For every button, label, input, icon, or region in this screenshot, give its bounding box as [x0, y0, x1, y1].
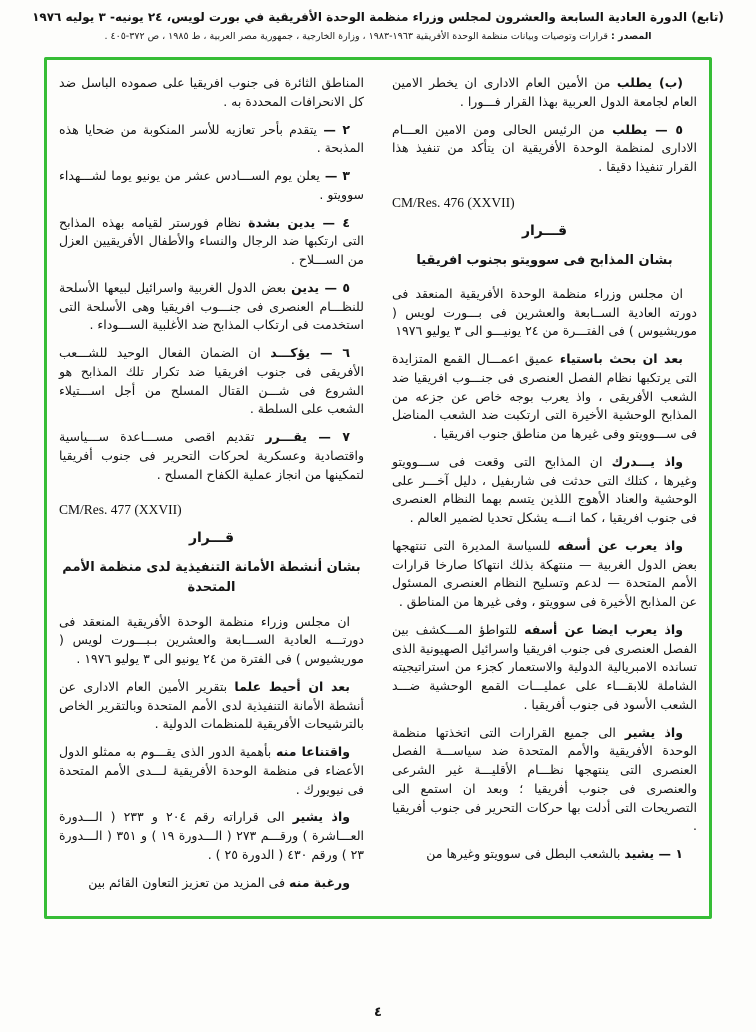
- para-number: ٦ —: [310, 345, 350, 360]
- para-text: الى قراراته رقم ٢٠٤ و ٢٣٣ ( الـــدورة العـــاشرة ) ورقـــم ٢٧٣ ( الـــدورة ١٩ ) و ٣٥١ ( الـــدورة ٢٣ ) ورقم ٤٣٠ ( الدورة ٢٥ ) .: [59, 809, 364, 862]
- resolution-paragraph: [59, 743, 364, 799]
- para-text: من الأمين العام الادارى ان يخطر الامين العام لجامعة الدول العربية بهذا القرار فـــورا .: [392, 75, 697, 109]
- resolution-paragraph: [392, 845, 697, 864]
- para-text: من الرئيس الحالى ومن الامين العـــام الادارى لمنظمة الوحدة الأفريقية ان يتأكد من تنفيذ هذا القرار تنفيذا دقيقا .: [392, 121, 697, 174]
- para-text: ان المذابح التى وقعت فى ســـوويتو وغيرها ، كتلك التى حدثت فى شاربفيل ، دليل آخـــر على الوحشية والعناد الأهوج اللذين يتسم بهما النظام العنصرى فى جنوب افريقيا ، كما انـــه يشكل تحديا لضمير العالم .: [392, 453, 697, 526]
- resolution-paragraph: [392, 121, 697, 177]
- resolution-title: قـــرار: [521, 222, 568, 239]
- para-text: ان مجلس وزراء منظمة الوحدة الأفريقية المنعقد فى دورتـــه العادية الســـابعة والعشرين بـبـــورت لويس ( موريشيوس ) فى الفترة من ٢٤ يونيو الى ٣ يوليو ١٩٧٦ .: [59, 613, 364, 667]
- para-lead: ورغبة منه: [289, 874, 350, 890]
- resolution-paragraph: [59, 74, 364, 112]
- para-number: ١ —: [654, 846, 683, 862]
- para-text: المناطق الثائرة فى جنوب افريقيا على صموده الباسل ضد كل الانحرافات المحددة به .: [59, 75, 364, 109]
- resolution-paragraph: [392, 537, 697, 612]
- para-text: ان الضمان الفعال الوحيد للشـــعب الأفريقى فى جنوب افريقيا ضد تكرار تلك المذابح هو الشروع فى شـــن القتال المسلح من أجل اســـتيلاء الشعب على السلطة .: [59, 345, 364, 417]
- para-lead: يطلب: [616, 75, 653, 90]
- para-number: ٥ —: [319, 279, 350, 295]
- para-lead: بعد ان بحث باستياء: [559, 351, 683, 367]
- para-text: الى جميع القرارات التى اتخذتها منظمة الوحدة الأفريقية والأمم المتحدة ضد سياســـة الفصل العنصرى التى ينتهجها نظـــام الأقليـــة غير الشرعى والعنصرى فى جنوب أفريقيا ؛ وبعد ان استمع الى التصريحات التى أدلت بها حركات التحرير فى جنوب أفريقيا .: [392, 724, 697, 834]
- para-lead: يؤكـــد: [270, 345, 311, 360]
- para-lead: واذ يشير: [624, 724, 683, 740]
- para-lead: يطلب: [612, 121, 648, 137]
- para-lead: يشيد: [624, 846, 655, 862]
- para-lead: يدين بشدة: [248, 214, 316, 230]
- para-lead: يقـــرر: [265, 429, 307, 444]
- resolution-paragraph: [59, 678, 364, 734]
- resolution-paragraph: [392, 74, 697, 112]
- two-column-layout: [59, 74, 697, 908]
- resolution-paragraph: [392, 453, 697, 528]
- page-number: ٤: [374, 1005, 382, 1020]
- para-text: عميق اعمـــال القمع المتزايدة التى يرتكبها نظام الفصل العنصرى فى جنـــوب افريقيا ضد الشعب الأفريقى ، واذ يعرب بوجه خاص عن جزعه من المذابح الوحشية الأخيرة التى ارتكبت ضد الشعب المناضل فى ســـوويتو وفى غيرها من مناطق جنوب افريقيا .: [392, 351, 697, 442]
- para-text: للتواطؤ المـــكشف بين الفصل العنصرى فى جنوب افريقيا واسرائيل الصهيونية الذى تسانده الامبريالية الدولية والاستعمار كجزء من استراتيجيته الشاملة للابقـــاء على عمليـــات القمع الوحشية ضـــد الشعب الأسود فى جنوب أفريقيا .: [392, 621, 697, 712]
- resolution-paragraph: [392, 350, 697, 444]
- resolution-paragraph: [59, 279, 364, 335]
- para-text: يتقدم بأحر تعازيه للأسر المنكوبة من ضحايا هذه المذبحة .: [59, 121, 364, 156]
- resolution-paragraph: [59, 121, 364, 159]
- resolution-number: CM/Res. 476 (XXVII): [392, 194, 515, 210]
- para-text: يعلن يوم الســـادس عشر من يونيو يوما لشـــهداء سوويتو .: [59, 168, 364, 202]
- column-right: [392, 74, 697, 908]
- resolution-paragraph: [59, 167, 364, 205]
- para-lead: واذ يعرب عن أسفه: [557, 537, 683, 553]
- resolution-paragraph: [59, 874, 364, 893]
- para-text: تقديم اقصى مســـاعدة ســـياسية واقتصادية وعسكرية لحركات التحرير فى جنوب أفريقيا لتمكينها من انجاز عملية الكفاح المسلح .: [59, 429, 364, 482]
- para-number: (ب): [652, 75, 683, 90]
- para-text: بتقرير الأمين العام الادارى عن أنشطة الأمانة التنفيذية لدى الأمم المتحدة وبالتقرير الخاص بالترشيحات الأفريقية للمنظمات الدولية .: [59, 678, 364, 732]
- para-number: ٣ —: [319, 168, 350, 183]
- para-text: بالشعب البطل فى سوويتو وغيرها من: [426, 846, 625, 862]
- para-lead: واذ يعرب ايضا عن أسفه: [524, 621, 683, 637]
- para-lead: يدين: [291, 279, 320, 295]
- source-label: المصدر :: [610, 31, 652, 42]
- para-number: ٥ —: [647, 121, 683, 137]
- column-left: [59, 74, 364, 908]
- para-text: للسياسة المديرة التى تنتهجها بعض الدول الغربية — منتهكة بذلك انتهاكا صارخا قرارات الأمم المتحدة — لدعم وتسليح النظام العنصرى المسئول عن المذابح الأخيرة فى سوويتو ، وفى غيرها من المناطق .: [392, 537, 697, 610]
- resolution-paragraph: [59, 428, 364, 484]
- resolution-paragraph: [392, 285, 697, 341]
- resolution-paragraph: [59, 808, 364, 864]
- para-lead: واذ يشير: [292, 809, 350, 825]
- resolution-paragraph: [59, 613, 364, 669]
- resolution-number: CM/Res. 477 (XXVII): [59, 502, 182, 518]
- para-lead: واذ يـــدرك: [611, 453, 683, 469]
- resolution-paragraph: [392, 621, 697, 715]
- page-header-title: (تابع) الدورة العادية السابعة والعشرون لمجلس وزراء منظمة الوحدة الأفريقية في بورت لويس، ٢٤ يونيه- ٣ يوليه ١٩٧٦: [32, 10, 724, 24]
- para-text: نظام فورستر لقيامه بهذه المذابح التى ارتكبها ضد الرجال والنساء والأطفال الأفريقيين العزل من الســـلاح .: [59, 214, 364, 267]
- para-text: ان مجلس وزراء منظمة الوحدة الأفريقية المنعقد فى دورته العادية الســابعة والعشرين فى بـــورت لويس ( موريشيوس ) فى الفتـــرة من ٢٤ يونيـــو الى ٣ يوليو ١٩٧٦: [392, 285, 697, 339]
- para-lead: واقتناعا منه: [276, 744, 350, 760]
- resolution-paragraph: [59, 214, 364, 270]
- page-header-source: [0, 31, 756, 42]
- para-text: بعض الدول الغربية واسرائيل لبيعها الأسلحة للنظـــام العنصرى فى جنـــوب افريقيا وهى الأسلحة التى استخدمت فى ارتكاب المذابح ضد الأغلبية الســـوداء .: [59, 279, 364, 333]
- para-number: ٧ —: [306, 429, 350, 444]
- para-text: بأهمية الدور الذى يقـــوم به ممثلو الدول الأعضاء فى منظمة الوحدة الأفريقية لـــدى الأمم المتحدة فى نيويورك .: [59, 744, 364, 797]
- para-number: ٤ —: [315, 214, 350, 230]
- para-number: ٢ —: [316, 121, 350, 137]
- source-text: قرارات وتوصيات وبيانات منظمة الوحدة الأفريقية ١٩٦٣-١٩٨٣ ، وزارة الخارجية ، جمهورية مصر العربية ، ط ١٩٨٥ ، ص ٣٧٢-٤٠٥ .: [104, 31, 608, 42]
- resolution-title: قـــرار: [188, 530, 235, 547]
- resolution-subject: بشان المذابح فى سوويتو بجنوب افريقيا: [416, 252, 673, 268]
- para-text: فى المزيد من تعزيز التعاون القائم بين: [88, 874, 290, 890]
- resolution-paragraph: [392, 724, 697, 837]
- resolution-subject: بشان أنشطة الأمانة التنفيذية لدى منظمة الأمم المتحدة: [62, 560, 361, 596]
- green-border-frame: [44, 57, 712, 919]
- para-lead: بعد ان أحيط علما: [234, 678, 350, 694]
- resolution-paragraph: [59, 344, 364, 419]
